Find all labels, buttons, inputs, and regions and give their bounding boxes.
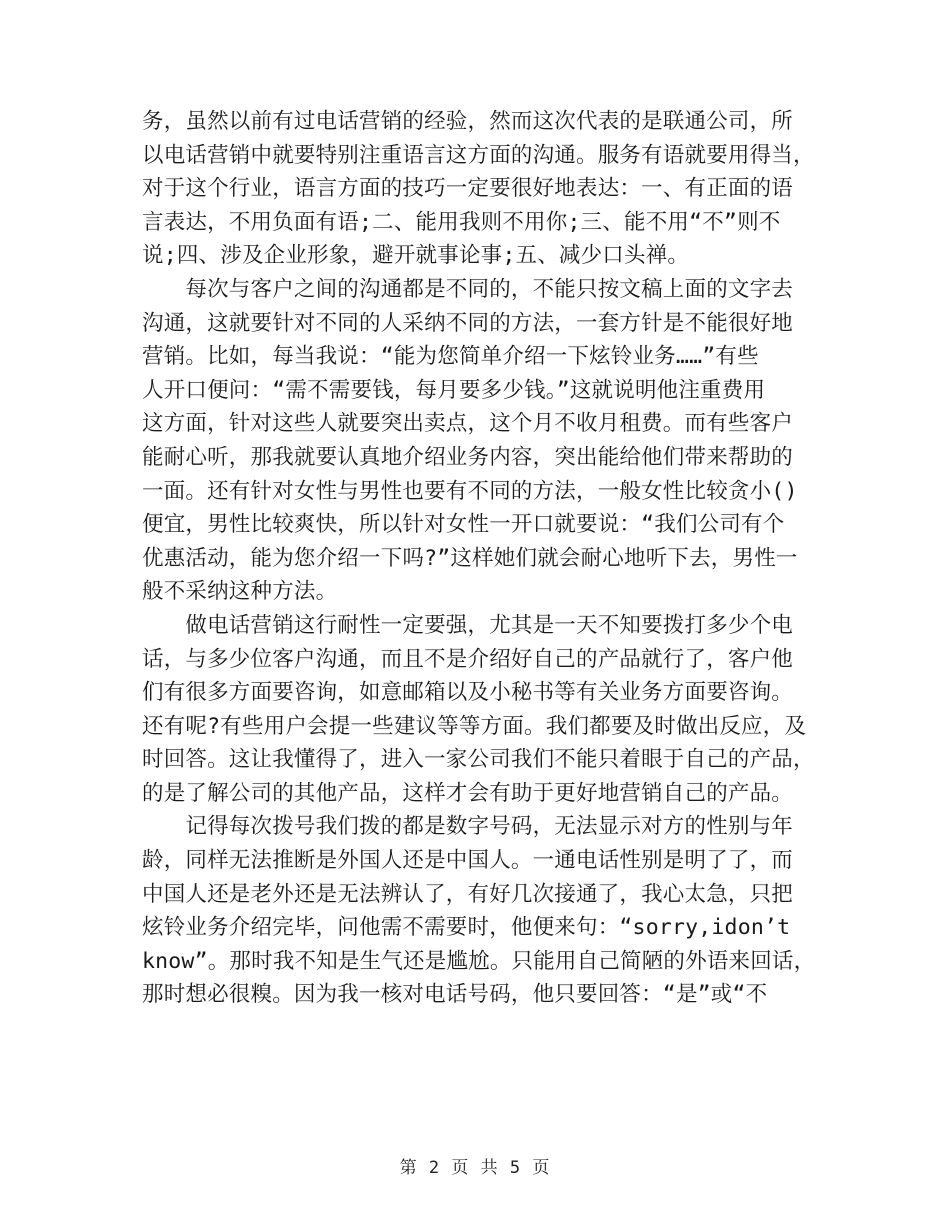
text-line: 每次与客户之间的沟通都是不同的，不能只按文稿上面的文字去 xyxy=(142,276,794,302)
body-text xyxy=(142,105,816,1012)
text-line: 们有很多方面要咨询，如意邮箱以及小秘书等有关业务方面要咨询。 xyxy=(142,680,794,706)
text-line: 时回答。这让我懂得了，进入一家公司我们不能只着眼于自己的产品， xyxy=(142,747,815,773)
text-line: 一面。还有针对女性与男性也要有不同的方法，一般女性比较贪小() xyxy=(142,478,798,504)
text-line: 便宜，男性比较爽快，所以针对女性一开口就要说：“我们公司有个 xyxy=(142,512,785,538)
text-line: 般不采纳这种方法。 xyxy=(142,579,338,605)
text-line: 炫铃业务介绍完毕，问他需不需要时，他便来句：“sorry,idon’t xyxy=(142,915,791,941)
text-line: 人开口便问：“需不需要钱，每月要多少钱。”这就说明他注重费用 xyxy=(142,377,766,403)
text-line: 龄，同样无法推断是外国人还是中国人。一通电话性别是明了了，而 xyxy=(142,848,794,874)
text-line: 中国人还是老外还是无法辨认了，有好几次接通了，我心太急，只把 xyxy=(142,881,794,907)
text-line: 说;四、涉及企业形象，避开就事论事;五、减少口头禅。 xyxy=(142,243,690,269)
text-line: 话，与多少位客户沟通，而且不是介绍好自己的产品就行了，客户他 xyxy=(142,646,794,672)
text-line: 务，虽然以前有过电话营销的经验，然而这次代表的是联通公司，所 xyxy=(142,109,794,134)
page-number-footer: 第 2 页 共 5 页 xyxy=(399,1158,551,1178)
text-line: 能耐心听，那我就要认真地介绍业务内容，突出能给他们带来帮助的 xyxy=(142,444,794,470)
text-line: 这方面，针对这些人就要突出卖点，这个月不收月租费。而有些客户 xyxy=(142,411,794,437)
text-line: 营销。比如，每当我说：“能为您简单介绍一下炫铃业务……”有些 xyxy=(142,344,759,370)
text-line: 以电话营销中就要特别注重语言这方面的沟通。服务有语就要用得当， xyxy=(142,142,815,168)
text-line: know”。那时我不知是生气还是尴尬。只能用自己简陋的外语来回话， xyxy=(142,948,816,974)
text-line: 那时想必很糗。因为我一核对电话号码，他只要回答：“是”或“不 xyxy=(142,982,768,1008)
text-line: 沟通，这就要针对不同的人采纳不同的方法，一套方针是不能很好地 xyxy=(142,310,794,336)
text-line: 记得每次拨号我们拨的都是数字号码，无法显示对方的性别与年 xyxy=(142,814,794,840)
text-line: 的是了解公司的其他产品，这样才会有助于更好地营销自己的产品。 xyxy=(142,780,794,806)
text-line: 还有呢?有些用户会提一些建议等等方面。我们都要及时做出反应，及 xyxy=(142,713,807,739)
text-line: 对于这个行业，语言方面的技巧一定要很好地表达：一、有正面的语 xyxy=(142,176,794,202)
text-line: 做电话营销这行耐性一定要强，尤其是一天不知要拨打多少个电 xyxy=(142,612,794,638)
text-line: 优惠活动，能为您介绍一下吗?”这样她们就会耐心地听下去，男性一 xyxy=(142,545,798,571)
text-line: 言表达，不用负面有语;二、能用我则不用你;三、能不用“不”则不 xyxy=(142,209,781,235)
